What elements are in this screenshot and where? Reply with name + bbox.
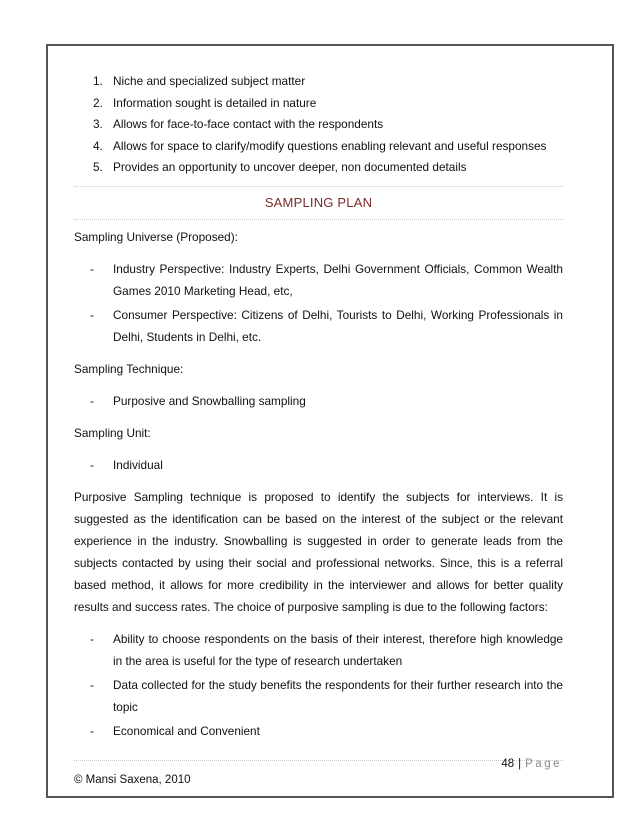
dash-bullet: - [90,307,94,322]
item-number: 4. [93,138,103,153]
item-number: 5. [93,160,103,174]
item-number: 3. [93,117,103,131]
list-item [74,258,563,302]
universe-label: Sampling Universe (Proposed): [74,229,238,244]
dash-bullet: - [90,393,94,408]
item-number: 2. [93,95,103,110]
item-text: Allows for space to clarify/modify questions enabling relevant and useful responses [113,138,547,153]
item-text: Economical and Convenient [113,723,260,738]
item-text: Consumer Perspective: Citizens of Delhi, Tourists to Delhi, Working Professionals in Delhi, Students in Delhi, etc. [113,307,563,344]
dash-bullet: - [90,261,94,276]
item-text: Purposive and Snowballing sampling [113,393,306,408]
list-item [74,304,563,348]
list-item [74,454,563,476]
sampling-paragraph: Purposive Sampling technique is proposed to identify the subjects for interviews. It is suggested as the identification can be based on the interest of the subject or the relevant experience in the industry. Snowballing is suggested in order to generate leads from the subjects contacted by using their social and professional networks. Since, this is a referral based method, it allows for more credibility in the interviewer and allows for better quality results and success rates. The choice of purposive sampling is due to the following factors: [74,489,563,614]
page-label: Page [525,758,562,770]
item-text: Individual [113,457,163,472]
page-separator: | [518,758,522,770]
dash-bullet: - [90,457,94,472]
universe-list [74,258,563,348]
list-item [74,390,563,412]
reasons-list [74,70,563,178]
list-item [74,628,563,672]
page-number [501,758,562,770]
item-text: Niche and specialized subject matter [113,74,306,88]
technique-label: Sampling Technique: [74,361,184,376]
item-text: Allows for face-to-face contact with the respondents [113,117,384,131]
list-item [74,720,563,742]
technique-list [74,390,563,412]
list-item [74,135,563,157]
footer-divider [74,760,563,761]
item-text: Provides an opportunity to uncover deeper, non documented details [113,160,467,174]
dash-bullet: - [90,723,94,738]
unit-list [74,454,563,476]
list-item [74,156,563,178]
item-text: Data collected for the study benefits the respondents for their further research into the topic [113,677,563,714]
item-text: Information sought is detailed in nature [113,95,317,110]
list-item [74,92,563,114]
item-text: Ability to choose respondents on the basis of their interest, therefore high knowledge in the area is useful for the type of research undertaken [113,631,563,668]
copyright: © Mansi Saxena, 2010 [74,774,191,786]
list-item [74,674,563,718]
item-text: Industry Perspective: Industry Experts, Delhi Government Officials, Common Wealth Games 2010 Marketing Head, etc, [113,261,563,298]
list-item [74,113,563,135]
page-number-value: 48 [501,758,515,770]
document-body [74,70,563,742]
divider [74,219,563,220]
dash-bullet: - [90,677,94,692]
unit-label: Sampling Unit: [74,425,151,440]
list-item [74,70,563,92]
dash-bullet: - [90,631,94,646]
item-number: 1. [93,74,103,88]
factors-list [74,628,563,742]
section-title: SAMPLING PLAN [264,194,373,210]
